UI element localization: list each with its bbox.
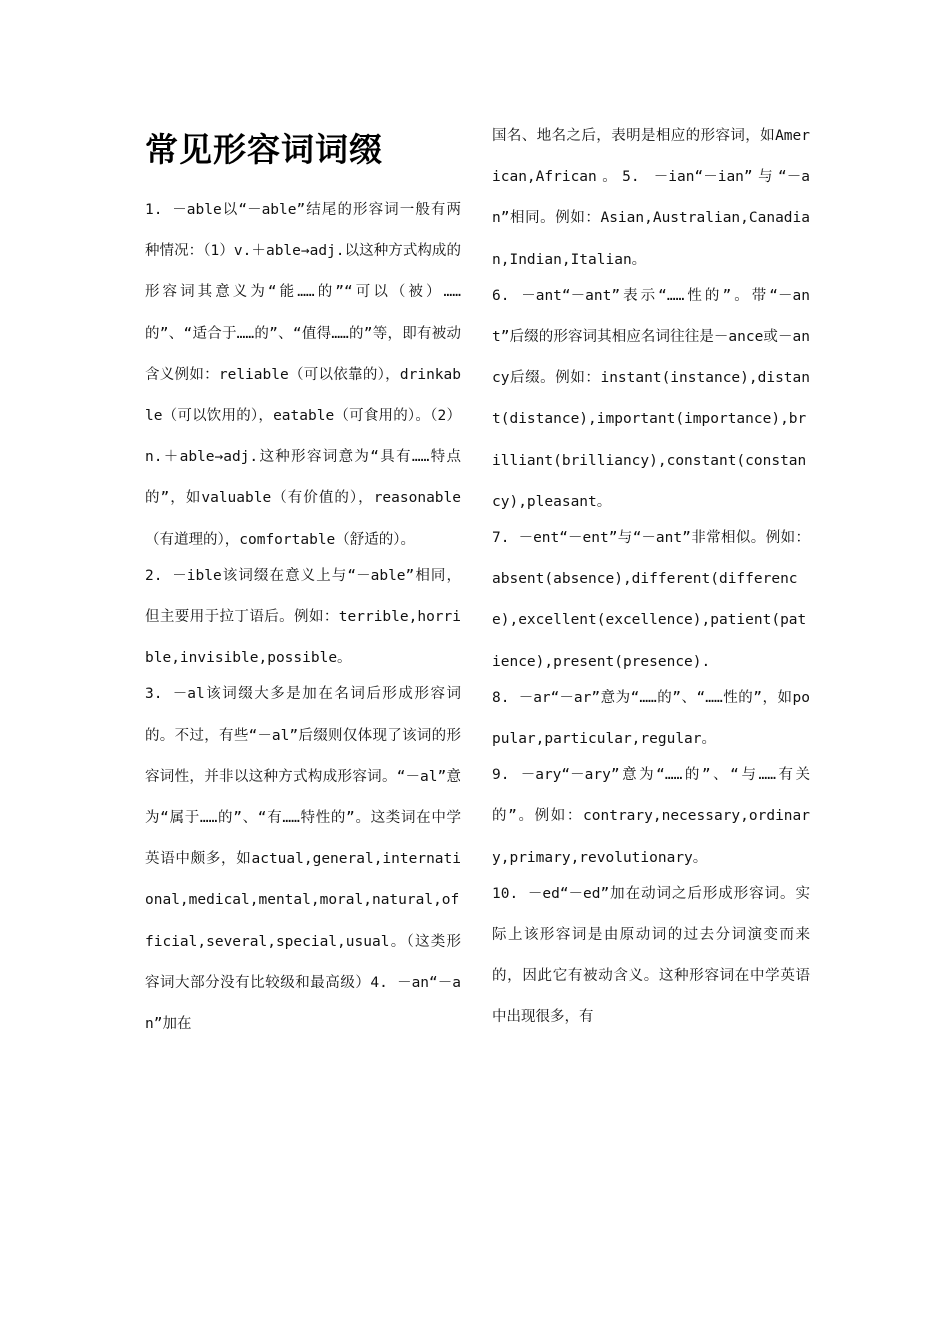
paragraph: 8. －ar“－ar”意为“……的”、“……性的”，如popular,particular,regular。: [492, 689, 810, 748]
paragraph: 2. －ible该词缀在意义上与“－able”相同，但主要用于拉丁语后。例如：terrible,horrible,invisible,possible。: [145, 567, 461, 667]
paragraph: 9. －ary“－ary”意为“……的”、“与……有关的”。例如：contrary,necessary,ordinary,primary,revolutionary。: [492, 767, 810, 866]
paragraph: 7. －ent“－ent”与“－ant”非常相似。例如：absent(absence),different(difference),excellent(excellence),patient(patience),present(presence).: [492, 530, 810, 670]
paragraph: 国名、地名之后，表明是相应的形容词，如American,African。5. －ian“－ian”与“－an”相同。例如：Asian,Australian,Canadian,Indian,Italian。: [492, 128, 810, 268]
left-column: [145, 190, 461, 1040]
paragraph: 10. －ed“－ed”加在动词之后形成形容词。实际上该形容词是由原动词的过去分词演变而来的，因此它有被动含义。这种形容词在中学英语中出现很多，有: [492, 885, 810, 1026]
right-column: [492, 116, 810, 1034]
document-title: 常见形容词词缀: [145, 130, 383, 169]
paragraph: 3. －al该词缀大多是加在名词后形成形容词的。不过，有些“－al”后缀则仅体现了该词的形容词性，并非以这种方式构成形容词。“－al”意为“属于……的”、“有……特性的”。这类词在中学英语中颇多，如actual,general,international,medical,mental,moral,natural,official,several,special,usual。（这类形容词大部分没有比较级和最高级）4. －an“－an”加在: [145, 686, 461, 1033]
paragraph: 6. －ant“－ant”表示“……性的”。带“－ant”后缀的形容词其相应名词往往是－ance或－ancy后缀。例如：instant(instance),distant(distance),important(importance),brilliant(brilliancy),constant(constancy),pleasant。: [492, 287, 810, 510]
paragraph: 1. －able以“－able”结尾的形容词一般有两种情况：（1）v.＋able→adj.以这种方式构成的形容词其意义为“能……的”“可以（被）……的”、“适合于……的”、“值得……的”等，即有被动含义例如：reliable（可以依靠的），drinkable（可以饮用的），eatable（可食用的）。（2）n.＋able→adj.这种形容词意为“具有……特点的”，如valuable（有价值的），reasonable（有道理的），comfortable（舒适的）。: [145, 202, 461, 548]
